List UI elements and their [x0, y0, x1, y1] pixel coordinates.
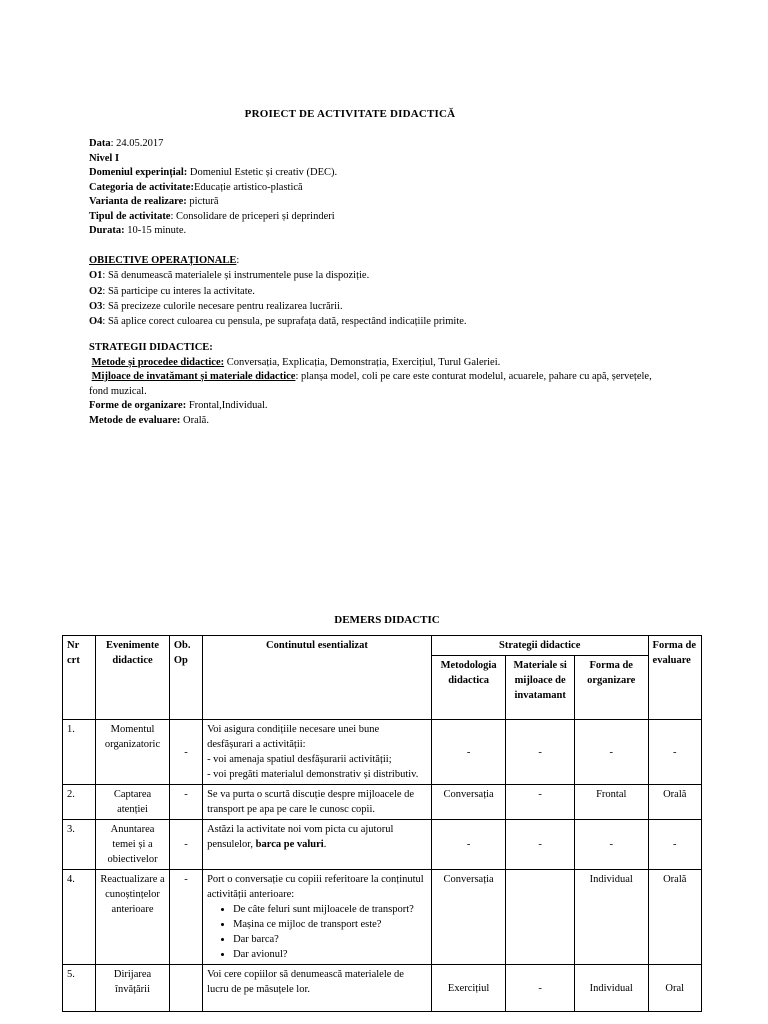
- cell-materiale: -: [506, 965, 575, 1012]
- cell-metodologia: -: [431, 820, 506, 870]
- objective-item: O1: Să denumească materialele și instrumentele puse la dispoziție.: [89, 270, 370, 282]
- cell-continut: Se va purta o scurtă discuție despre mijloacele de transport pe apa pe care le cunosc copii.: [203, 785, 432, 820]
- demers-title: DEMERS DIDACTIC: [334, 614, 440, 626]
- list-item: • Dar avionul?: [233, 947, 427, 962]
- cell-organizare: -: [574, 820, 648, 870]
- cell-continut: Port o conversație cu copiii referitoare la conținutul activității anterioare: • De câte feluri sunt mijloacele de transport? • Mașina ce mijloc de transport este? • Dar barca? • Dar avionul?: [203, 870, 432, 965]
- cell-continut: Voi asigura condițiile necesare unei bune desfășurari a activității: - voi amenaja spatiul desfășurarii activității; - voi pregăti materialul demonstrativ și distributiv.: [203, 720, 432, 785]
- cell-metodologia: Conversația: [431, 785, 506, 820]
- header-evenimente: Evenimente didactice: [96, 636, 170, 720]
- header-strategii: Strategii didactice: [431, 636, 648, 656]
- strategies-section: [89, 341, 669, 428]
- header-continut: Continutul esentializat: [203, 636, 432, 720]
- info-durata: Durata: 10-15 minute.: [89, 225, 187, 236]
- cell-evaluare: -: [648, 820, 701, 870]
- cell-organizare: Individual: [574, 965, 648, 1012]
- cell-materiale: -: [506, 720, 575, 785]
- cell-eveniment: Reactualizare a cunoștințelor anterioare: [96, 870, 170, 965]
- activity-info: [89, 137, 689, 239]
- list-item: • Dar barca?: [233, 932, 427, 947]
- table-header-row: [63, 636, 702, 656]
- info-domeniu: Domeniul experințial: Domeniul Estetic și creativ (DEC).: [89, 167, 338, 178]
- cell-organizare: Frontal: [574, 785, 648, 820]
- table-row: [63, 820, 702, 870]
- cell-organizare: Individual: [574, 870, 648, 965]
- header-organizare: Forma de organizare: [574, 656, 648, 720]
- info-varianta: Varianta de realizare: pictură: [89, 196, 219, 207]
- header-ob: Ob. Op: [169, 636, 202, 720]
- table-row: [63, 965, 702, 1012]
- header-forma: Forma de evaluare: [648, 636, 701, 720]
- cell-nr: 5.: [63, 965, 96, 1012]
- cell-ob: -: [169, 820, 202, 870]
- cell-eveniment: Dirijarea învățării: [96, 965, 170, 1012]
- info-nivel: Nivel I: [89, 152, 120, 164]
- strategies-metode: Metode și procedee didactice: Conversația, Explicația, Demonstrația, Exercițiul, Turul Galeriei.: [91, 356, 501, 368]
- header-nr: Nr crt: [63, 636, 96, 720]
- demers-table: [62, 635, 702, 1012]
- cell-eveniment: Captarea atenției: [96, 785, 170, 820]
- cell-nr: 3.: [63, 820, 96, 870]
- document-title: PROIECT DE ACTIVITATE DIDACTICĂ: [244, 108, 456, 120]
- cell-continut: Voi cere copiilor să denumească materialele de lucru de pe măsuțele lor.: [203, 965, 432, 1012]
- cell-evaluare: Oral: [648, 965, 701, 1012]
- cell-evaluare: -: [648, 720, 701, 785]
- cell-eveniment: Anuntarea temei și a obiectivelor: [96, 820, 170, 870]
- objective-item: O4: Să aplice corect culoarea cu pensula, pe suprafața dată, respectând indicațiile primite.: [89, 316, 467, 328]
- objective-item: O2: Să participe cu interes la activitate.: [89, 285, 255, 297]
- cell-metodologia: Exercițiul: [431, 965, 506, 1012]
- cell-nr: 4.: [63, 870, 96, 965]
- cell-materiale: [506, 870, 575, 965]
- cell-ob: -: [169, 720, 202, 785]
- cell-metodologia: Conversația: [431, 870, 506, 965]
- cell-ob: -: [169, 870, 202, 965]
- list-item: • De câte feluri sunt mijloacele de transport?: [233, 902, 427, 917]
- cell-evaluare: Orală: [648, 785, 701, 820]
- cell-nr: 2.: [63, 785, 96, 820]
- cell-ob: -: [169, 785, 202, 820]
- cell-ob: [169, 965, 202, 1012]
- header-metodologia: Metodologia didactica: [431, 656, 506, 720]
- cell-evaluare: Orală: [648, 870, 701, 965]
- table-row: [63, 870, 702, 965]
- cell-eveniment: Momentul organizatoric: [96, 720, 170, 785]
- header-materiale: Materiale si mijloace de invatamant: [506, 656, 575, 720]
- objective-item: O3: Să precizeze culorile necesare pentru realizarea lucrării.: [89, 300, 343, 312]
- list-item: • Mașina ce mijloc de transport este?: [233, 917, 427, 932]
- question-list: [207, 902, 427, 962]
- strategies-mijloace: Mijloace de invatămant și materiale didactice: planșa model, coli pe care este conturat modelul, acuarele, pahare cu apă, șervețele, fond muzical.: [89, 371, 652, 397]
- objectives-heading: OBIECTIVE OPERAȚIONALE:: [89, 255, 240, 266]
- info-data: Data: 24.05.2017: [89, 138, 164, 149]
- strategies-evaluare: Metode de evaluare: Orală.: [89, 414, 209, 426]
- table-row: [63, 720, 702, 785]
- info-tipul: Tipul de activitate: Consolidare de priceperi și deprinderi: [89, 210, 335, 222]
- cell-nr: 1.: [63, 720, 96, 785]
- cell-materiale: -: [506, 820, 575, 870]
- cell-materiale: -: [506, 785, 575, 820]
- objectives-section: [89, 253, 689, 329]
- cell-organizare: -: [574, 720, 648, 785]
- strategies-heading: STRATEGII DIDACTICE:: [89, 342, 213, 353]
- strategies-forme: Forme de organizare: Frontal,Individual.: [89, 400, 268, 411]
- cell-continut: Astăzi la activitate noi vom picta cu ajutorul pensulelor, barca pe valuri.: [203, 820, 432, 870]
- table-row: [63, 785, 702, 820]
- cell-metodologia: -: [431, 720, 506, 785]
- info-categoria: Categoria de activitate:Educație artistico-plastică: [89, 181, 303, 193]
